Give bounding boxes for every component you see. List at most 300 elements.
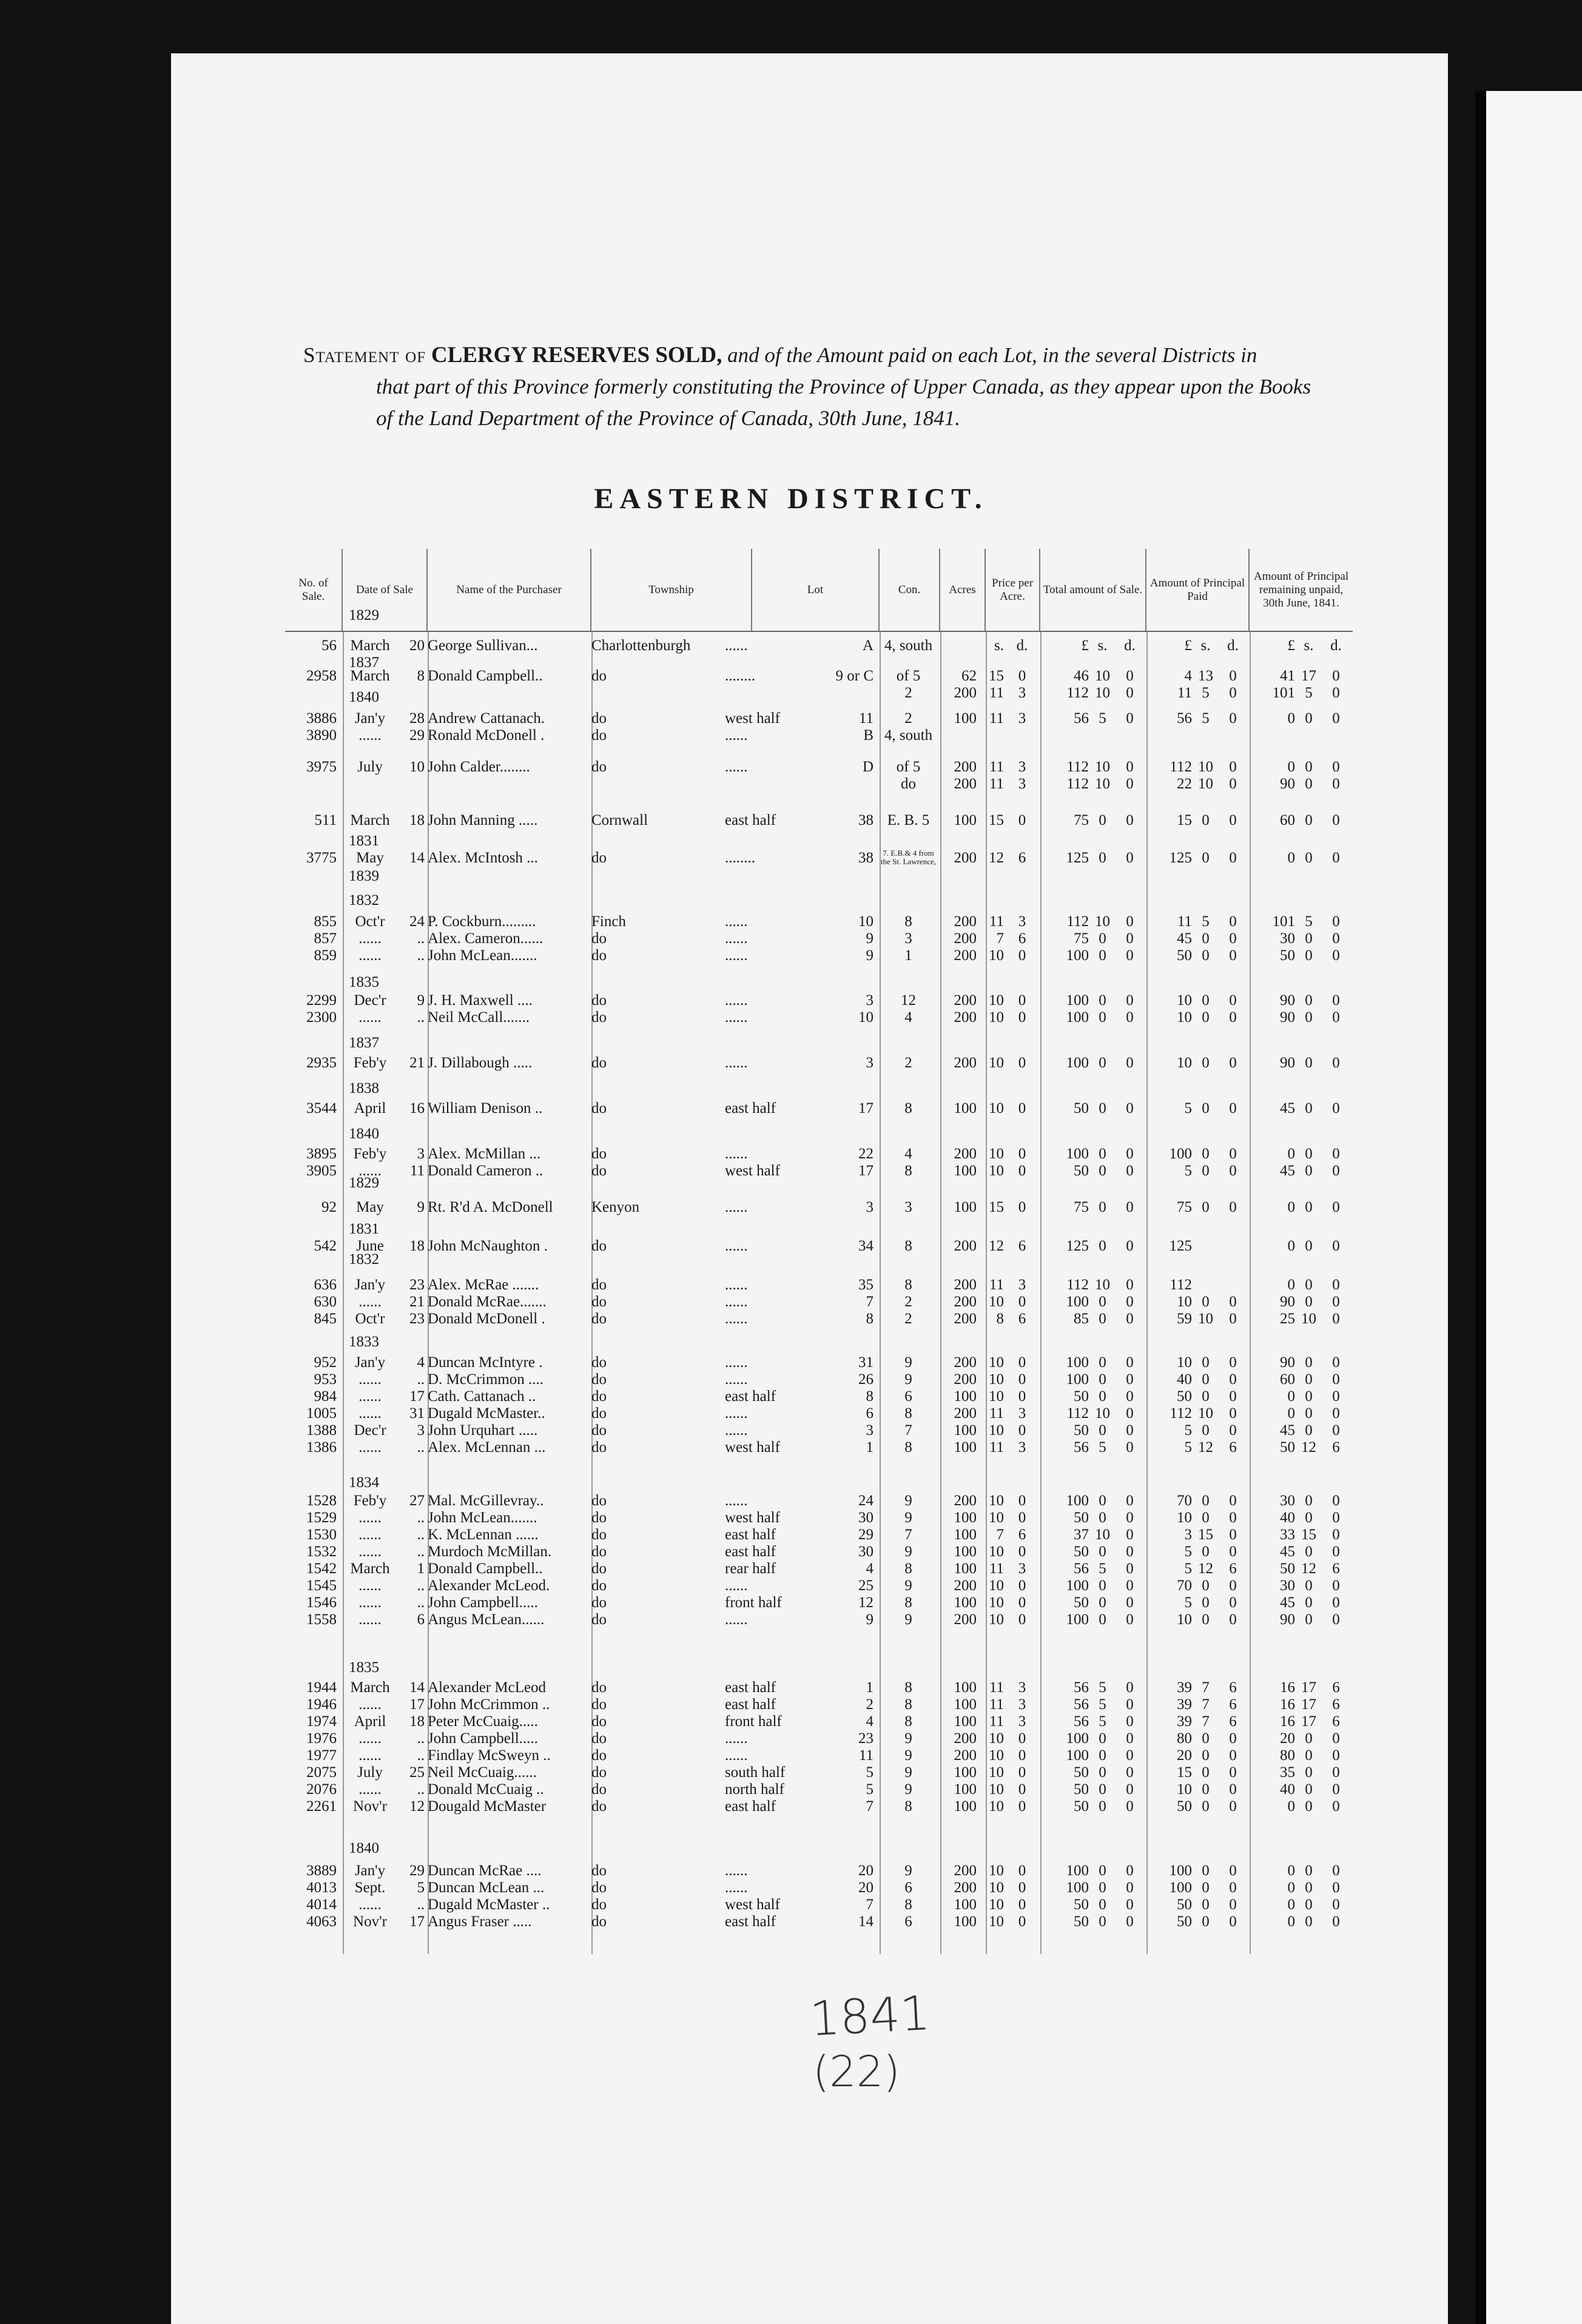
- cell-tot-s: 5: [1099, 1560, 1106, 1577]
- cell-acres: 200: [954, 1371, 977, 1388]
- cell-twp: do: [591, 1913, 607, 1930]
- cell-con: 8: [904, 1405, 912, 1422]
- cell-price-s: 11: [989, 759, 1004, 775]
- cell-twp: do: [591, 1679, 607, 1696]
- cell-paid-l: 80: [1177, 1730, 1192, 1747]
- cell-con: 4, south: [884, 727, 933, 744]
- cell-day: 31: [409, 1405, 425, 1422]
- cell-paid-d: 0: [1229, 1764, 1237, 1781]
- cell-no: 1005: [306, 1405, 337, 1422]
- cell-no: 4063: [306, 1913, 337, 1930]
- cell-twp: do: [591, 1594, 607, 1611]
- cell-tot-d: 0: [1126, 1100, 1134, 1117]
- table-row: [0, 684, 1582, 702]
- cell-price-s: 11: [989, 1439, 1004, 1456]
- cell-tot-d: 0: [1126, 710, 1134, 727]
- cell-lot: A: [862, 637, 873, 654]
- cell-con: 8: [904, 1713, 912, 1730]
- cell-price-d: 0: [1018, 1493, 1026, 1509]
- cell-no: 1532: [306, 1543, 337, 1560]
- cell-paid-s: 0: [1202, 1577, 1210, 1594]
- cell-no: 1974: [306, 1713, 337, 1730]
- cell-tot-l: 50: [1074, 1510, 1089, 1526]
- cell-tot-l: 112: [1066, 1277, 1089, 1293]
- table-row: [0, 710, 1582, 728]
- cell-paid-d: 6: [1229, 1439, 1237, 1456]
- cell-day: ..: [417, 1371, 425, 1388]
- cell-name: John McLean.......: [428, 1510, 537, 1526]
- cell-paid-s: 0: [1202, 1199, 1210, 1215]
- table-row: [0, 930, 1582, 948]
- cell-lot: D: [862, 759, 873, 775]
- cell-un-d: 0: [1332, 1146, 1340, 1162]
- cell-name: Alexander McLeod: [428, 1679, 547, 1696]
- cell-paid-d: 0: [1229, 1405, 1237, 1422]
- cell-un-d: 0: [1332, 1100, 1340, 1117]
- cell-date: ......: [358, 930, 382, 947]
- cell-un-d: 0: [1332, 1009, 1340, 1026]
- year-subheading: 1832: [349, 892, 379, 908]
- cell-lot: 31: [858, 1354, 873, 1371]
- year-subheading: 1833: [349, 1334, 379, 1350]
- cell-con: 7. E.B.& 4 from the St. Lawrence,: [881, 848, 936, 866]
- cell-twp: do: [591, 1896, 607, 1913]
- cell-tot-l: 50: [1074, 1896, 1089, 1913]
- cell-un-l: 35: [1280, 1764, 1295, 1781]
- cell-paid-l: 5: [1184, 1560, 1192, 1577]
- header-acres: Acres: [940, 549, 986, 631]
- cell-price-s: 12: [989, 1238, 1004, 1254]
- cell-tot-l: 56: [1074, 710, 1089, 727]
- year-subheading: 1838: [349, 1080, 379, 1097]
- cell-no: 1946: [306, 1696, 337, 1713]
- cell-con: 2: [904, 685, 912, 701]
- cell-name: John McCrimmon ..: [428, 1696, 550, 1713]
- cell-twp: do: [591, 1611, 607, 1628]
- cell-no: 92: [321, 1199, 337, 1215]
- cell-tot-s: 0: [1099, 1781, 1106, 1798]
- cell-tot-d: 0: [1126, 1879, 1134, 1896]
- cell-name: K. McLennan ......: [428, 1526, 539, 1543]
- cell-acres: 200: [954, 1354, 977, 1371]
- cell-un-l: 50: [1280, 1560, 1295, 1577]
- cell-paid-l: 4: [1184, 668, 1192, 684]
- cell-price-d: 0: [1018, 947, 1026, 964]
- cell-price-s: 10: [989, 1781, 1004, 1798]
- cell-tot-d: 0: [1126, 1781, 1134, 1798]
- cell-un-d: 0: [1332, 850, 1340, 866]
- cell-paid-l: 5: [1184, 1163, 1192, 1179]
- year-subheading: 1840: [349, 1126, 379, 1142]
- cell-date: Dec'r: [354, 1422, 386, 1439]
- cell-lotdesc: ......: [725, 1238, 748, 1254]
- cell-un-s: 5: [1305, 913, 1313, 930]
- cell-un-s: 0: [1305, 1009, 1313, 1026]
- cell-paid-d: 0: [1229, 1009, 1237, 1026]
- cell-paid-l: 15: [1177, 1764, 1192, 1781]
- year-subheading: 1834: [349, 1474, 379, 1491]
- cell-day: 18: [409, 812, 425, 828]
- handwritten-year: 1841: [808, 1986, 932, 2047]
- cell-acres: 100: [954, 1781, 977, 1798]
- cell-name: Mal. McGillevray..: [428, 1493, 544, 1509]
- cell-lot: 34: [858, 1238, 873, 1254]
- cell-paid-s: 0: [1202, 1354, 1210, 1371]
- cell-un-l: 50: [1280, 947, 1295, 964]
- cell-lot: 30: [858, 1543, 873, 1560]
- cell-tot-d: 0: [1126, 1311, 1134, 1327]
- year-subheading: 1837: [349, 1035, 379, 1051]
- cell-paid-l: 10: [1177, 1055, 1192, 1071]
- cell-tot-l: 56: [1074, 1713, 1089, 1730]
- cell-tot-l: 75: [1074, 1199, 1089, 1215]
- cell-price-s: 11: [989, 1696, 1004, 1713]
- cell-date: March: [350, 1679, 390, 1696]
- cell-un-s: 12: [1301, 1439, 1316, 1456]
- cell-twp: Charlottenburgh: [591, 637, 691, 654]
- cell-un-d: d.: [1330, 637, 1342, 654]
- cell-day: ..: [417, 1594, 425, 1611]
- cell-paid-l: 3: [1184, 1526, 1192, 1543]
- cell-un-s: 0: [1305, 1879, 1313, 1896]
- cell-paid-d: 0: [1229, 1862, 1237, 1879]
- cell-paid-l: 10: [1177, 1009, 1192, 1026]
- cell-con: 8: [904, 1696, 912, 1713]
- cell-acres: 200: [954, 992, 977, 1009]
- cell-name: D. McCrimmon ....: [428, 1371, 544, 1388]
- cell-tot-l: 100: [1066, 1294, 1089, 1310]
- cell-price-d: 3: [1018, 1439, 1026, 1456]
- cell-paid-l: 5: [1184, 1100, 1192, 1117]
- table-row: [0, 727, 1582, 745]
- cell-paid-d: 6: [1229, 1713, 1237, 1730]
- cell-paid-s: 0: [1202, 812, 1210, 828]
- cell-lotdesc: ......: [725, 1862, 748, 1879]
- cell-un-l: 60: [1280, 1371, 1295, 1388]
- cell-twp: do: [591, 1510, 607, 1526]
- cell-lot: 20: [858, 1879, 873, 1896]
- cell-un-d: 0: [1332, 812, 1340, 828]
- cell-un-l: 0: [1287, 759, 1295, 775]
- cell-tot-d: 0: [1126, 1543, 1134, 1560]
- cell-tot-d: 0: [1126, 1146, 1134, 1162]
- cell-name: Duncan McLean ...: [428, 1879, 545, 1896]
- cell-price-d: 6: [1018, 850, 1026, 866]
- cell-paid-d: 0: [1229, 1510, 1237, 1526]
- cell-un-d: 0: [1332, 1405, 1340, 1422]
- cell-paid-s: 0: [1202, 992, 1210, 1009]
- cell-name: Duncan McRae ....: [428, 1862, 542, 1879]
- cell-twp: do: [591, 850, 607, 866]
- cell-paid-d: 0: [1229, 1354, 1237, 1371]
- cell-un-s: s.: [1304, 637, 1314, 654]
- cell-paid-s: 0: [1202, 850, 1210, 866]
- cell-tot-d: 0: [1126, 1611, 1134, 1628]
- cell-acres: 200: [954, 685, 977, 701]
- cell-day: 23: [409, 1311, 425, 1327]
- cell-paid-s: 0: [1202, 1764, 1210, 1781]
- cell-twp: do: [591, 1764, 607, 1781]
- cell-un-s: 15: [1301, 1526, 1316, 1543]
- table-row: [0, 1543, 1582, 1561]
- cell-name: Alexander McLeod.: [428, 1577, 550, 1594]
- cell-paid-d: 0: [1229, 1747, 1237, 1764]
- cell-date: ......: [358, 1577, 382, 1594]
- cell-date: Sept.: [354, 1879, 386, 1896]
- year-subheading: 1829: [349, 607, 379, 623]
- cell-tot-l: 100: [1066, 1730, 1089, 1747]
- cell-date: Feb'y: [353, 1055, 387, 1071]
- header-principal: Amount of Principal Paid: [1146, 549, 1250, 631]
- cell-con: 3: [904, 1199, 912, 1215]
- year-subheading: 1839: [349, 868, 379, 884]
- table-row: [0, 667, 1582, 685]
- cell-paid-s: 0: [1202, 1055, 1210, 1071]
- cell-con: 9: [904, 1764, 912, 1781]
- cell-lotdesc: ......: [725, 1199, 748, 1215]
- table-row: [0, 947, 1582, 965]
- cell-day: 29: [409, 727, 425, 744]
- cell-lot: 10: [858, 913, 873, 930]
- cell-price-s: 10: [989, 1543, 1004, 1560]
- cell-un-s: 0: [1305, 1577, 1313, 1594]
- cell-price-d: 0: [1018, 1543, 1026, 1560]
- cell-tot-d: 0: [1126, 776, 1134, 792]
- cell-paid-l: 10: [1177, 1781, 1192, 1798]
- cell-lot: 3: [866, 1199, 873, 1215]
- cell-paid-l: 15: [1177, 812, 1192, 828]
- cell-un-l: 25: [1280, 1311, 1295, 1327]
- cell-un-d: 0: [1332, 1543, 1340, 1560]
- cell-no: 542: [314, 1238, 337, 1254]
- cell-tot-s: 0: [1099, 1594, 1106, 1611]
- cell-acres: 200: [954, 1577, 977, 1594]
- cell-un-d: 0: [1332, 1163, 1340, 1179]
- cell-lotdesc: north half: [725, 1781, 784, 1798]
- table-row: [0, 913, 1582, 931]
- cell-tot-l: 50: [1074, 1388, 1089, 1405]
- title-lead: Statement of: [303, 343, 426, 367]
- cell-date: ......: [358, 1611, 382, 1628]
- cell-price-d: 0: [1018, 1862, 1026, 1879]
- cell-tot-l: 112: [1066, 759, 1089, 775]
- cell-price-d: 0: [1018, 1294, 1026, 1310]
- cell-tot-s: 10: [1095, 776, 1110, 792]
- cell-tot-l: 50: [1074, 1594, 1089, 1611]
- cell-no: 1977: [306, 1747, 337, 1764]
- cell-tot-s: 0: [1099, 1747, 1106, 1764]
- cell-un-s: 0: [1305, 1747, 1313, 1764]
- cell-price-s: 10: [989, 1422, 1004, 1439]
- cell-date: Dec'r: [354, 992, 386, 1009]
- cell-price-s: 11: [989, 710, 1004, 727]
- cell-con: 8: [904, 1238, 912, 1254]
- cell-paid-l: 10: [1177, 1294, 1192, 1310]
- cell-tot-d: 0: [1126, 1009, 1134, 1026]
- cell-day: 14: [409, 850, 425, 866]
- cell-acres: 100: [954, 1713, 977, 1730]
- table-row: [0, 1594, 1582, 1612]
- cell-lotdesc: ......: [725, 1493, 748, 1509]
- cell-no: 1530: [306, 1526, 337, 1543]
- year-subheading: 1831: [349, 1221, 379, 1237]
- table-row: [0, 1611, 1582, 1629]
- cell-un-l: 0: [1287, 1388, 1295, 1405]
- cell-paid-d: 0: [1229, 1526, 1237, 1543]
- cell-twp: do: [591, 1439, 607, 1456]
- cell-lot: 8: [866, 1388, 873, 1405]
- cell-price-d: 0: [1018, 1009, 1026, 1026]
- cell-name: Murdoch McMillan.: [428, 1543, 552, 1560]
- cell-no: 3544: [306, 1100, 337, 1117]
- cell-date: Nov'r: [353, 1798, 387, 1815]
- cell-lotdesc: west half: [725, 1510, 780, 1526]
- cell-un-s: 5: [1305, 685, 1313, 701]
- cell-price-s: 7: [996, 1526, 1004, 1543]
- cell-tot-s: 0: [1099, 1294, 1106, 1310]
- header-lot: Lot: [752, 549, 880, 631]
- cell-tot-d: 0: [1126, 1422, 1134, 1439]
- cell-price-d: 0: [1018, 1055, 1026, 1071]
- cell-tot-s: 10: [1095, 668, 1110, 684]
- cell-tot-s: 0: [1099, 1862, 1106, 1879]
- cell-un-s: 0: [1305, 1277, 1313, 1293]
- cell-un-d: 0: [1332, 1798, 1340, 1815]
- cell-tot-s: 0: [1099, 1311, 1106, 1327]
- cell-un-s: 0: [1305, 947, 1313, 964]
- cell-date: Oct'r: [355, 1311, 385, 1327]
- cell-name: Dugald McMaster ..: [428, 1896, 550, 1913]
- cell-name: Donald McRae.......: [428, 1294, 547, 1310]
- cell-date: ......: [358, 1405, 382, 1422]
- cell-name: Findlay McSweyn ..: [428, 1747, 551, 1764]
- cell-tot-l: 75: [1074, 812, 1089, 828]
- cell-acres: 100: [954, 1560, 977, 1577]
- cell-name: P. Cockburn.........: [428, 913, 536, 930]
- cell-day: ..: [417, 1510, 425, 1526]
- cell-tot-s: 0: [1099, 1913, 1106, 1930]
- header-unpaid: Amount of Principal remaining unpaid, 30th June, 1841.: [1253, 569, 1349, 610]
- cell-twp: do: [591, 1009, 607, 1026]
- cell-un-l: 90: [1280, 1354, 1295, 1371]
- cell-lotdesc: ......: [725, 947, 748, 964]
- cell-un-l: 0: [1287, 1405, 1295, 1422]
- cell-paid-d: 0: [1229, 1422, 1237, 1439]
- cell-tot-s: 0: [1099, 947, 1106, 964]
- cell-tot-s: 0: [1099, 930, 1106, 947]
- table-row: [0, 1439, 1582, 1457]
- cell-acres: 200: [954, 1277, 977, 1293]
- cell-paid-s: 0: [1202, 1493, 1210, 1509]
- cell-tot-s: 5: [1099, 710, 1106, 727]
- cell-un-s: 0: [1305, 1199, 1313, 1215]
- cell-un-d: 0: [1332, 1611, 1340, 1628]
- header-no: No. of Sale.: [285, 549, 343, 631]
- cell-tot-s: 0: [1099, 1896, 1106, 1913]
- cell-day: 23: [409, 1277, 425, 1293]
- cell-lot: 38: [858, 812, 873, 828]
- cell-tot-l: 56: [1074, 1439, 1089, 1456]
- cell-price-d: 0: [1018, 1199, 1026, 1215]
- cell-no: 1558: [306, 1611, 337, 1628]
- cell-name: John McLean.......: [428, 947, 537, 964]
- cell-paid-l: 50: [1177, 947, 1192, 964]
- cell-price-s: 10: [989, 1879, 1004, 1896]
- table-row: [0, 1509, 1582, 1527]
- cell-tot-d: 0: [1126, 1747, 1134, 1764]
- cell-paid-l: 40: [1177, 1371, 1192, 1388]
- cell-un-d: 0: [1332, 1879, 1340, 1896]
- cell-un-s: 0: [1305, 759, 1313, 775]
- table-row: [0, 1405, 1582, 1423]
- cell-un-s: 0: [1305, 1354, 1313, 1371]
- cell-tot-l: 75: [1074, 930, 1089, 947]
- cell-lot: 35: [858, 1277, 873, 1293]
- cell-acres: 200: [954, 850, 977, 866]
- cell-tot-d: 0: [1126, 759, 1134, 775]
- cell-con: 9: [904, 1354, 912, 1371]
- cell-day: 6: [417, 1611, 425, 1628]
- cell-un-d: 0: [1332, 1199, 1340, 1215]
- table-row: [0, 1100, 1582, 1118]
- table-row: [0, 1422, 1582, 1440]
- cell-paid-s: 10: [1198, 1405, 1213, 1422]
- cell-con: 8: [904, 1277, 912, 1293]
- table-row: [0, 775, 1582, 793]
- cell-tot-l: 56: [1074, 1696, 1089, 1713]
- cell-tot-l: 46: [1074, 668, 1089, 684]
- cell-paid-d: 0: [1229, 1163, 1237, 1179]
- table-row: [0, 1162, 1582, 1180]
- cell-paid-l: £: [1184, 637, 1192, 654]
- cell-acres: 100: [954, 710, 977, 727]
- cell-tot-l: 50: [1074, 1764, 1089, 1781]
- cell-tot-d: 0: [1126, 1199, 1134, 1215]
- cell-un-d: 6: [1332, 1439, 1340, 1456]
- title-line1-rest: and of the Amount paid on each Lot, in the several Districts in: [727, 343, 1257, 367]
- cell-con: 9: [904, 1543, 912, 1560]
- cell-paid-s: 0: [1202, 1798, 1210, 1815]
- cell-tot-l: 125: [1066, 850, 1089, 866]
- cell-paid-s: 0: [1202, 1611, 1210, 1628]
- cell-acres: 100: [954, 1764, 977, 1781]
- cell-tot-s: 10: [1095, 1526, 1110, 1543]
- cell-price-s: 10: [989, 1730, 1004, 1747]
- cell-un-d: 0: [1332, 1354, 1340, 1371]
- cell-con: 8: [904, 1100, 912, 1117]
- cell-price-s: 10: [989, 1577, 1004, 1594]
- cell-name: J. Dillabough .....: [428, 1055, 533, 1071]
- cell-un-s: 0: [1305, 776, 1313, 792]
- cell-price-d: 0: [1018, 1781, 1026, 1798]
- cell-paid-l: 70: [1177, 1493, 1192, 1509]
- cell-tot-s: 0: [1099, 1009, 1106, 1026]
- cell-day: 24: [409, 913, 425, 930]
- cell-tot-l: 50: [1074, 1100, 1089, 1117]
- cell-price-d: 0: [1018, 1163, 1026, 1179]
- cell-un-d: 0: [1332, 930, 1340, 947]
- cell-tot-d: 0: [1126, 930, 1134, 947]
- cell-tot-l: 100: [1066, 1862, 1089, 1879]
- cell-un-d: 0: [1332, 1277, 1340, 1293]
- cell-twp: do: [591, 1713, 607, 1730]
- cell-paid-d: 6: [1229, 1679, 1237, 1696]
- cell-date: ......: [358, 1294, 382, 1310]
- table-row: [0, 1862, 1582, 1880]
- cell-price-s: 10: [989, 1388, 1004, 1405]
- cell-tot-l: 100: [1066, 1493, 1089, 1509]
- cell-tot-s: 10: [1095, 913, 1110, 930]
